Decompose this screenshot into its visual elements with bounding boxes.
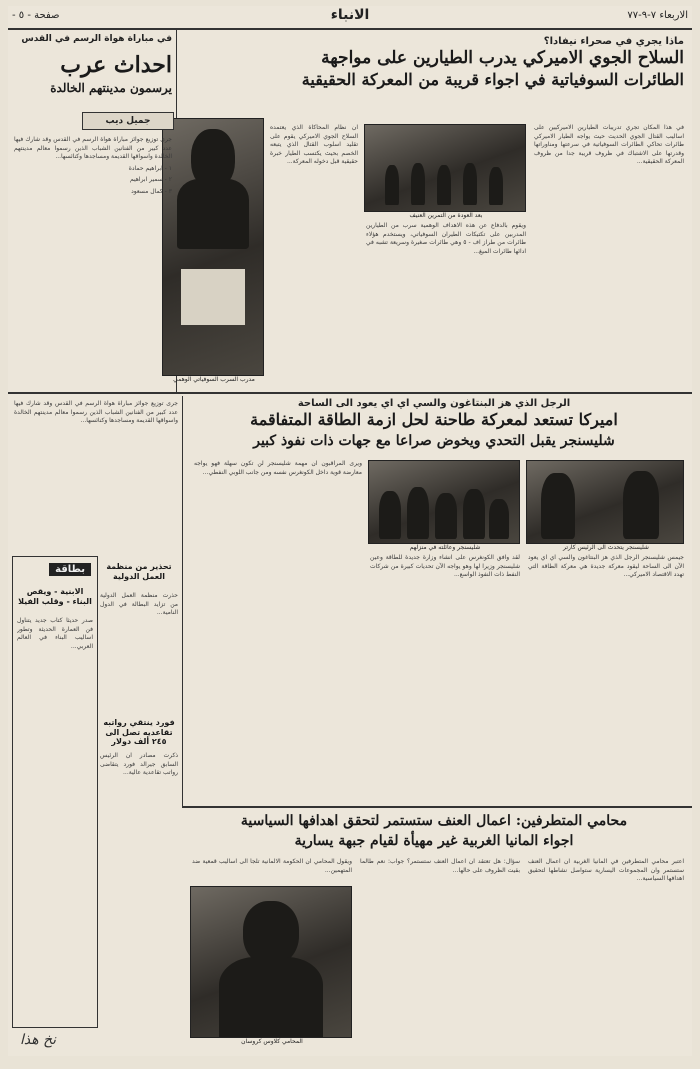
- book-box-label: بطاقة: [49, 563, 91, 576]
- top-story-body-right: في هذا المكان تجري تدريبات الطيارين الاميركيين على اساليب القتال الجوي الحديث حيث يواجه الطيار الاميركي طائرات تحاكي الطائرات السوفياتية في سرعتها ومناوراتها وقدرتها على الاشتباك في ظروف قريبة جدا من ظروف المعركة الحقيقية...: [534, 124, 684, 165]
- photo-instructor: [162, 118, 264, 376]
- winner-1: ١ - ابراهيم حمادة: [128, 164, 172, 172]
- sidebar-subhead: يرسمون مدينتهم الخالدة: [50, 81, 172, 95]
- book-box: [12, 556, 98, 1028]
- masthead-title: الانباء: [330, 7, 370, 23]
- sidebar-headline: احداث عرب: [60, 52, 172, 78]
- top-story-body-mid: ويقوم بالدفاع عن هذه الاهداف الوهمية سرب من الطيارين المدربين على تكتيكات الطيران السوفياتي، ويستخدم هؤلاء طائرات من طراز اف - ٥ وهي طائرات صغيرة وسريعة تشبه في ادائها طائرات الميغ...: [366, 222, 526, 255]
- photo-lawyer: [190, 886, 352, 1038]
- sidebar-kicker: في مباراة هواة الرسم في القدس: [21, 34, 172, 44]
- ford-box-body: ذكرت مصادر ان الرئيس السابق جيرالد فورد يتقاضى رواتب تقاعدية عالية...: [100, 752, 178, 776]
- winner-2: ٢ - سمير ابراهيم: [129, 176, 172, 183]
- ilo-box-title: تحذير من منظمة العمل الدولية: [106, 562, 172, 581]
- top-story-headline-2: الطائرات السوفياتية في اجواء قريبة من المعركة الحقيقية: [301, 70, 684, 89]
- photo-schlesinger-carter: [526, 460, 684, 544]
- middle-story-headline-2: شليسنجر يقبل التحدي ويخوض صراعا مع جهات ذات نفوذ كبير: [253, 433, 615, 449]
- photo-pilots: [364, 124, 526, 212]
- caption-pilots: بعد العودة من التمرين العنيف: [409, 212, 483, 219]
- byline-box: [82, 112, 174, 130]
- column-divider-2: [182, 396, 183, 806]
- caption-schlesinger-carter: شليسنجر يتحدث الى الرئيس كارتر: [563, 544, 649, 551]
- page-header: [8, 6, 692, 30]
- bottom-story-body-left: ويقول المحامي ان الحكومة الالمانية تلجأ الى اساليب قمعية ضد المتهمين...: [192, 858, 352, 874]
- section-rule-2: [182, 806, 692, 808]
- middle-story-body-left: ويرى المراقبون ان مهمة شليسنجر لن تكون سهلة فهو يواجه معارضة قوية داخل الكونغرس نفسه ومن جانب اللوبي النفطي...: [194, 460, 362, 476]
- middle-story-headline-1: اميركا تستعد لمعركة طاحنة لحل ازمة الطاقة المتفاقمة: [250, 410, 618, 429]
- photo-schlesinger-family: [368, 460, 520, 544]
- bottom-story-body-right: اعتبر محامي المتطرفين في المانيا الغربية ان اعمال العنف ستستمر وان المجموعات اليسارية ستواصل نشاطها لتحقيق اهدافها السياسية...: [528, 858, 684, 882]
- page-number: صفحة - ٥ -: [12, 10, 60, 21]
- middle-story-kicker: الرجل الذي هز البنتاغون والسي اي اي يعود الى الساحة: [297, 398, 571, 409]
- book-box-title: الابنية - ويقص البناء - وقلب الفيلا: [18, 587, 92, 606]
- byline: جميل ديب: [105, 116, 151, 126]
- caption-instructor: مدرب السرب السوفياتي الوهمي: [173, 376, 255, 383]
- caption-schlesinger-family: شليسنجر وعائلته في منزلهم: [409, 544, 481, 551]
- signature: نخ هذا: [20, 1032, 57, 1048]
- middle-story-body-right: جيمس شليسنجر الرجل الذي هز البنتاغون والسي اي اي يعود الآن الى الساحة ليقود معركة جديدة هي معركة الطاقة التي تهدد الاقتصاد الاميركي...: [528, 554, 684, 578]
- winner-3: ٣ - كمال مسعود: [131, 187, 172, 195]
- book-box-body: صدر حديثا كتاب جديد يتناول فن العمارة الحديثة وتطور اساليب البناء في العالم العربي...: [17, 617, 93, 650]
- top-story-body-left: ان نظام المحاكاة الذي يعتمده السلاح الجوي الاميركي يقوم على تقليد اسلوب القتال الذي يتبعه الخصم بحيث يكتسب الطيار خبرة حقيقية قبل دخوله المعركة...: [270, 124, 358, 165]
- ford-box-title: فورد ينتقي رواتبه تقاعديه تصل الى ٢٤٥ ألف دولار: [103, 718, 175, 747]
- bottom-story-headline-2: اجواء المانيا الغربية غير مهيأة لقيام جبهة يسارية: [294, 833, 574, 849]
- bottom-story-body-mid: سؤال: هل تعتقد ان اعمال العنف ستستمر؟ جواب: نعم طالما بقيت الظروف على حالها...: [360, 858, 520, 874]
- newspaper-page: [8, 6, 692, 1056]
- middle-story-body-mid: لقد وافق الكونغرس على انشاء وزارة جديدة للطاقة وعين شليسنجر وزيرا لها وهو يواجه الآن تحديات كبيرة من شركات النفط ذات النفوذ الواسع...: [370, 554, 520, 578]
- bottom-story-headline-1: محامي المتطرفين: اعمال العنف ستستمر لتحقق اهدافها السياسية: [240, 813, 628, 829]
- top-story-headline-1: السلاح الجوي الاميركي يدرب الطيارين على مواجهة: [321, 48, 684, 68]
- section-rule: [8, 392, 692, 394]
- sidebar-continued: جرى توزيع جوائز مباراة هواة الرسم في القدس وقد شارك فيها عدد كبير من الفنانين الشباب الذين رسموا معالم مدينتهم الخالدة واسواقها القديمة ومساجدها وكنائسها...: [14, 400, 178, 424]
- ilo-box-body: حذرت منظمة العمل الدولية من تزايد البطالة في الدول النامية...: [100, 592, 178, 616]
- sidebar-body: جرى توزيع جوائز مباراة هواة الرسم في القدس وقد شارك فيها عدد كبير من الفنانين الشباب الذين رسموا معالم مدينتهم الخالدة واسواقها القديمة ومساجدها وكنائسها... ١ - ابراهيم حمادة ٢ - سمير ابراهيم ٣ - كمال مسعود: [14, 136, 172, 195]
- top-story-kicker: ماذا يجري في صحراء نيفادا؟: [543, 36, 684, 47]
- issue-date: الاربعاء ٧-٩-٧٧: [627, 10, 688, 21]
- caption-lawyer: المحامي كلاوس كروسان: [241, 1038, 303, 1045]
